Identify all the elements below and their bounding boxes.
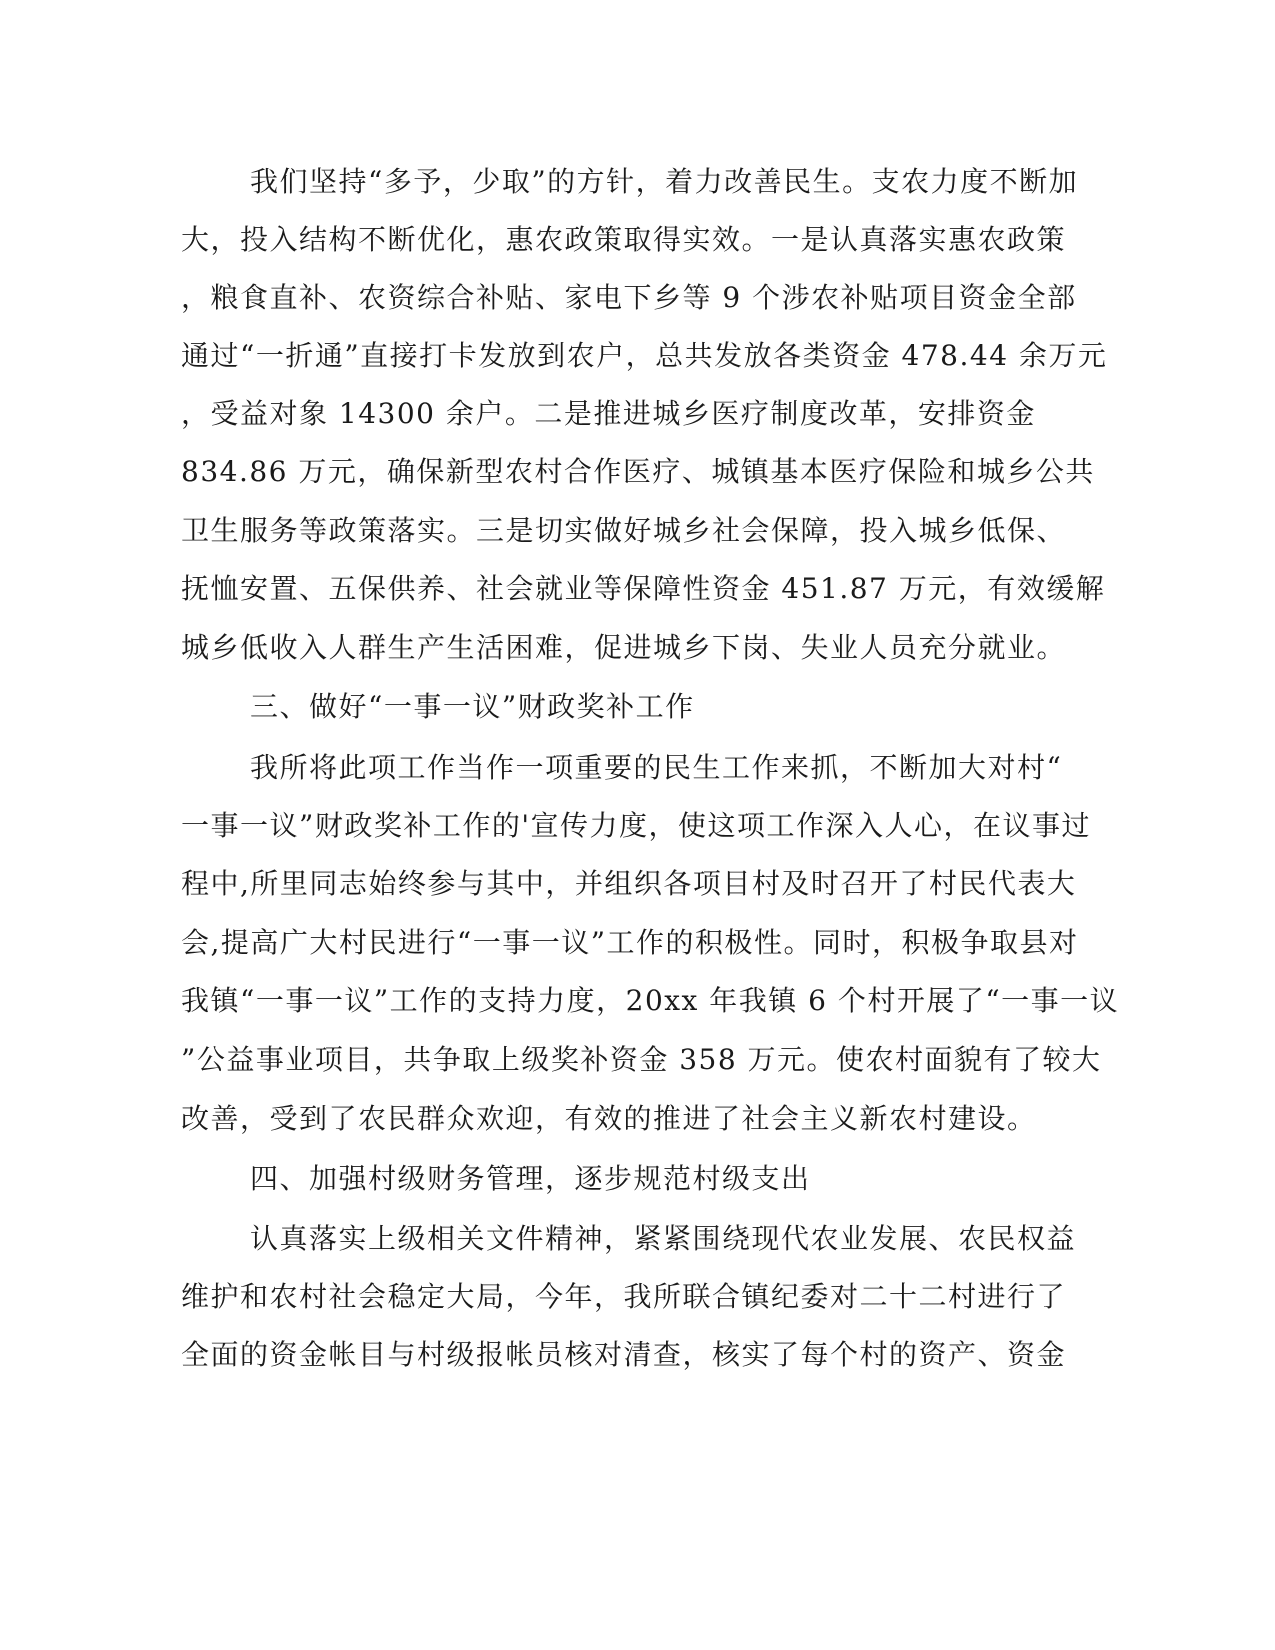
- paragraph-line: 改善，受到了农民群众欢迎，有效的推进了社会主义新农村建设。: [181, 1102, 1037, 1135]
- paragraph-line: 认真落实上级相关文件精神，紧紧围绕现代农业发展、农民权益: [250, 1222, 1077, 1255]
- paragraph-line: 通过“一折通”直接打卡发放到农户，总共发放各类资金 478.44 余万元: [181, 339, 1108, 372]
- paragraph-line: 卫生服务等政策落实。三是切实做好城乡社会保障，投入城乡低保、: [181, 514, 1067, 547]
- paragraph-line: 我所将此项工作当作一项重要的民生工作来抓，不断加大对村“: [250, 751, 1063, 784]
- paragraph-line: ，受益对象 14300 余户。二是推进城乡医疗制度改革，安排资金: [181, 397, 1036, 430]
- paragraph-line: 大，投入结构不断优化，惠农政策取得实效。一是认真落实惠农政策: [181, 223, 1067, 256]
- paragraph-line: 抚恤安置、五保供养、社会就业等保障性资金 451.87 万元，有效缓解: [181, 572, 1106, 605]
- paragraph-line: 城乡低收入人群生产生活困难，促进城乡下岗、失业人员充分就业。: [181, 631, 1067, 664]
- paragraph-line: 全面的资金帐目与村级报帐员核对清查，核实了每个村的资产、资金: [181, 1338, 1067, 1371]
- paragraph-line: 程中,所里同志始终参与其中，并组织各项目村及时召开了村民代表大: [181, 867, 1077, 900]
- paragraph-line: 我们坚持“多予，少取”的方针，着力改善民生。支农力度不断加: [250, 165, 1079, 198]
- paragraph-line: 一事一议”财政奖补工作的'宣传力度，使这项工作深入人心，在议事过: [181, 809, 1092, 842]
- paragraph-line: ，粮食直补、农资综合补贴、家电下乡等 9 个涉农补贴项目资金全部: [181, 281, 1077, 314]
- paragraph-line: 834.86 万元，确保新型农村合作医疗、城镇基本医疗保险和城乡公共: [181, 455, 1095, 488]
- paragraph-line: 维护和农村社会稳定大局，今年，我所联合镇纪委对二十二村进行了: [181, 1280, 1067, 1313]
- section-heading: 三、做好“一事一议”财政奖补工作: [250, 690, 695, 723]
- section-heading: 四、加强村级财务管理，逐步规范村级支出: [250, 1162, 811, 1195]
- paragraph-line: ”公益事业项目，共争取上级奖补资金 358 万元。使农村面貌有了较大: [181, 1043, 1102, 1076]
- paragraph-line: 会,提高广大村民进行“一事一议”工作的积极性。同时，积极争取县对: [181, 926, 1079, 959]
- paragraph-line: 我镇“一事一议”工作的支持力度，20xx 年我镇 6 个村开展了“一事一议: [181, 984, 1120, 1017]
